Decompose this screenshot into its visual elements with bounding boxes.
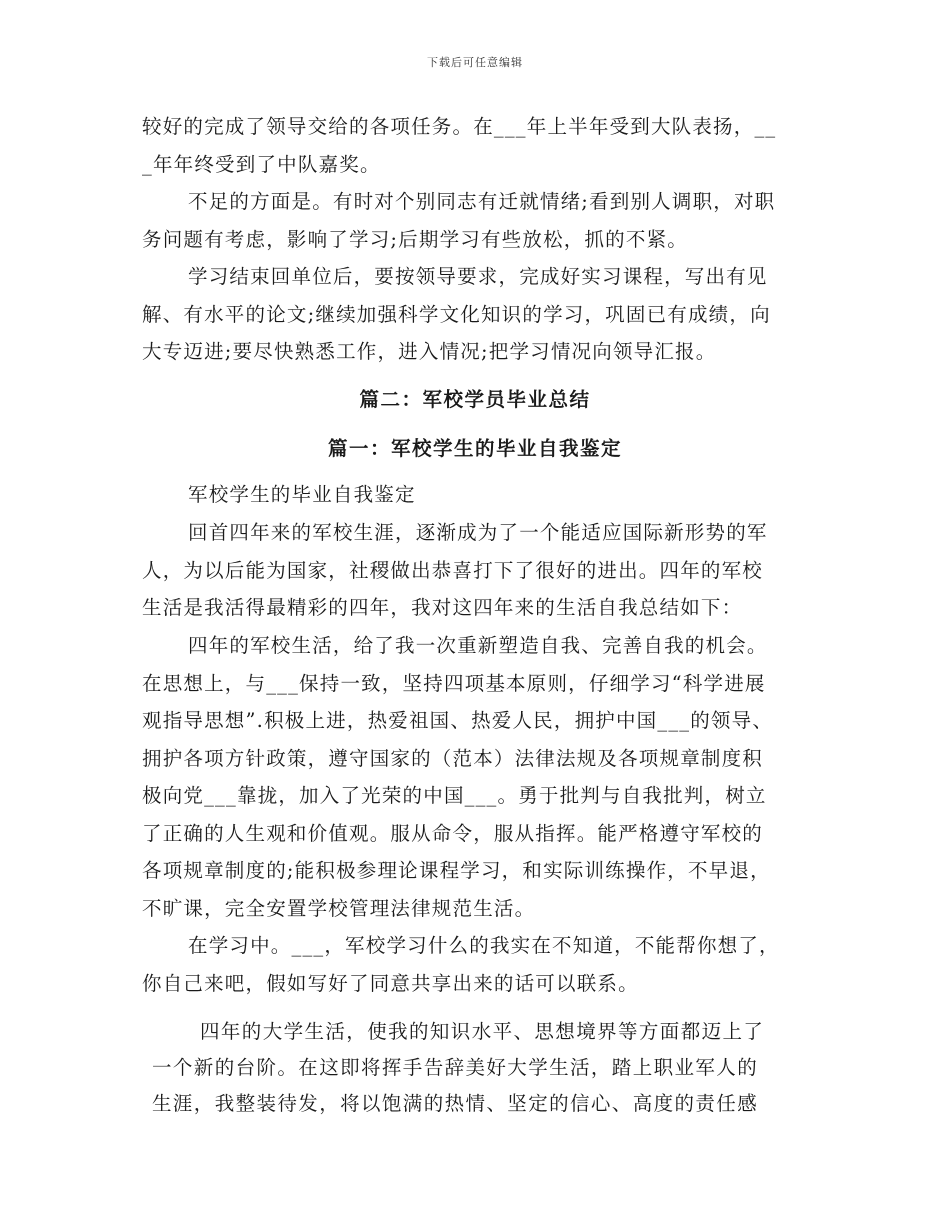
text-line: 在思想上，与___保持一致，坚持四项基本原则，仔细学习“科学进展 [142, 671, 766, 695]
text-line: 了正确的人生观和价值观。服从命令，服从指挥。能严格遵守军校的 [142, 821, 764, 845]
section-heading-part2: 篇二：军校学员毕业总结 [359, 388, 591, 411]
text-line: 各项规章制度的;能积极参理论课程学习，和实际训练操作，不早退， [142, 859, 771, 882]
text-line: 极向党___靠拢，加入了光荣的中国___。勇于批判与自我批判，树立 [142, 784, 767, 807]
paragraph-subtitle [142, 476, 822, 514]
text-line: 务问题有考虑，影响了学习;后期学习有些放松，抓的不紧。 [142, 227, 688, 251]
text-line: 在学习中。___，军校学习什么的我实在不知道，不能帮你想了， [188, 934, 780, 957]
paragraph-after-study [142, 258, 822, 371]
text-line: _年年终受到了中队嘉奖。 [142, 152, 381, 176]
text-line: 不旷课，完全安置学校管理法律规范生活。 [142, 896, 536, 920]
text-line: 解、有水平的论文;继续加强科学文化知识的学习，巩固已有成绩，向 [142, 302, 771, 326]
section-heading-part1: 篇一：军校学生的毕业自我鉴定 [327, 437, 622, 460]
paragraph-task-completion [142, 108, 822, 183]
paragraph-review [142, 514, 822, 627]
text-line: 生活是我活得最精彩的四年，我对这四年来的生活自我总结如下： [142, 596, 743, 619]
text-line: 学习结束回单位后，要按领导要求，完成好实习课程，写出有见 [188, 265, 768, 288]
text-line: 不足的方面是。有时对个别同志有迁就情绪;看到别人调职，对职 [188, 190, 776, 213]
text-line: 一个新的台阶。在这即将挥手告辞美好大学生活，踏上职业军人的 [152, 1056, 759, 1079]
text-line: 观指导思想”.积极上进，热爱祖国、热爱人民，拥护中国___的领导、 [142, 709, 774, 732]
text-line: 拥护各项方针政策，遵守国家的（范本）法律法规及各项规章制度积 [142, 746, 764, 770]
text-line: 较好的完成了领导交给的各项任务。在___年上半年受到大队表扬，__ [142, 115, 777, 138]
paragraph-four-years [142, 627, 822, 927]
text-line: 人，为以后能为国家，社稷做出恭喜打下了很好的进出。四年的军校 [142, 558, 764, 582]
subtitle: 军校学生的毕业自我鉴定 [188, 483, 416, 506]
paragraph-university-life [152, 1014, 832, 1122]
text-line: 四年的军校生活，给了我一次重新塑造自我、完善自我的机会。 [188, 634, 768, 657]
header-note: 下载后可任意编辑 [427, 56, 523, 69]
text-line: 你自己来吧，假如写好了同意共享出来的话可以联系。 [142, 971, 639, 995]
text-line: 回首四年来的军校生涯，逐渐成为了一个能适应国际新形势的军 [188, 521, 768, 544]
text-line: 生涯，我整装待发，将以饱满的热情、坚定的信心、高度的责任感 [152, 1092, 759, 1115]
text-line: 大专迈进;要尽快熟悉工作，进入情况;把学习情况向领导汇报。 [142, 340, 717, 363]
paragraph-in-study [142, 927, 822, 1002]
text-line: 四年的大学生活，使我的知识水平、思想境界等方面都迈上了 [200, 1020, 765, 1043]
paragraph-shortcomings [142, 183, 822, 258]
